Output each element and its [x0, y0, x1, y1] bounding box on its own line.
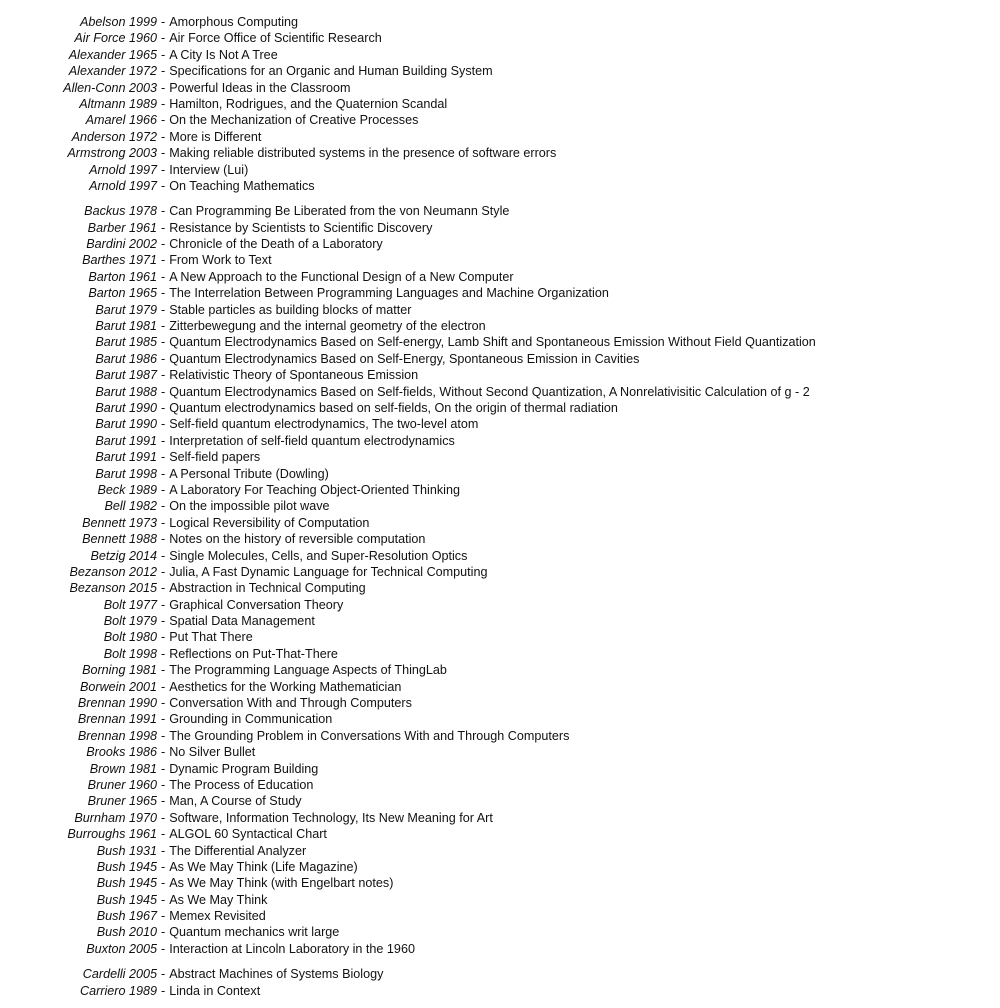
- entry-separator: -: [161, 335, 166, 350]
- entry-author-year: Alexander 1972: [68, 64, 157, 79]
- entry-separator: -: [161, 646, 166, 661]
- entry-title-link[interactable]: Self-field papers: [169, 450, 261, 465]
- entry-author-year: Buxton 2005: [86, 941, 157, 956]
- entry-author-year: Barut 1986: [95, 351, 157, 366]
- entry-title-link[interactable]: On the Mechanization of Creative Processes: [169, 113, 419, 128]
- entry-title-link[interactable]: Abstraction in Technical Computing: [169, 581, 366, 596]
- entry-author-year: Bush 1945: [96, 859, 157, 874]
- entry-title-link[interactable]: Interview (Lui): [169, 162, 249, 177]
- list-item: [0, 162, 1000, 178]
- list-item: [0, 613, 1000, 629]
- entry-separator: -: [161, 532, 166, 547]
- entry-separator: -: [161, 597, 166, 612]
- entry-separator: -: [161, 876, 166, 891]
- entry-title-link[interactable]: As We May Think (with Engelbart notes): [169, 876, 394, 891]
- entry-separator: -: [161, 302, 166, 317]
- entry-separator: -: [161, 728, 166, 743]
- entry-title-link[interactable]: Conversation With and Through Computers: [169, 696, 412, 711]
- entry-title-link[interactable]: As We May Think (Life Magazine): [169, 859, 358, 874]
- entry-title-link[interactable]: Dynamic Program Building: [169, 761, 319, 776]
- entry-title-link[interactable]: Relativistic Theory of Spontaneous Emission: [169, 368, 419, 383]
- list-item: [0, 96, 1000, 112]
- entry-separator: -: [161, 384, 166, 399]
- list-item: [0, 908, 1000, 924]
- entry-author-year: Barton 1961: [88, 269, 157, 284]
- entry-title-link[interactable]: Man, A Course of Study: [169, 794, 302, 809]
- entry-author-year: Betzig 2014: [90, 548, 157, 563]
- entry-title-link[interactable]: Powerful Ideas in the Classroom: [169, 80, 351, 95]
- entry-author-year: Brennan 1990: [77, 696, 157, 711]
- entry-author-year: Bruner 1965: [87, 794, 157, 809]
- entry-author-year: Barut 1979: [95, 302, 157, 317]
- entry-separator: -: [161, 925, 166, 940]
- list-item: [0, 367, 1000, 383]
- entry-separator: -: [161, 745, 166, 760]
- entry-author-year: Allen-Conn 2003: [63, 80, 157, 95]
- entry-separator: -: [161, 204, 166, 219]
- entry-separator: -: [161, 482, 166, 497]
- letter-group: [0, 203, 1000, 957]
- entry-author-year: Barut 1985: [95, 335, 157, 350]
- list-item: [0, 482, 1000, 498]
- letter-group: [0, 14, 1000, 194]
- list-item: [0, 679, 1000, 695]
- entry-title-link[interactable]: Quantum Electrodynamics Based on Self-Energy, Spontaneous Emission in Cavities: [169, 351, 640, 366]
- entry-author-year: Barut 1990: [95, 417, 157, 432]
- entry-title-link[interactable]: Quantum electrodynamics based on self-fields, On the origin of thermal radiation: [169, 400, 618, 415]
- list-item: [0, 351, 1000, 367]
- entry-title-link[interactable]: Aesthetics for the Working Mathematician: [169, 679, 402, 694]
- list-item: [0, 203, 1000, 219]
- entry-title-link[interactable]: ALGOL 60 Syntactical Chart: [169, 827, 327, 842]
- list-item: [0, 983, 1000, 999]
- entry-author-year: Borwein 2001: [79, 679, 157, 694]
- entry-separator: -: [161, 941, 166, 956]
- entry-title-link[interactable]: Interaction at Lincoln Laboratory in the 1960: [169, 941, 415, 956]
- entry-separator: -: [161, 499, 166, 514]
- list-item: [0, 580, 1000, 596]
- list-item: [0, 564, 1000, 580]
- letter-group: [0, 966, 1000, 999]
- entry-separator: -: [161, 696, 166, 711]
- entry-separator: -: [161, 368, 166, 383]
- entry-author-year: Barut 1998: [95, 466, 157, 481]
- list-item: [0, 63, 1000, 79]
- list-item: [0, 178, 1000, 194]
- entry-title-link[interactable]: The Differential Analyzer: [169, 843, 307, 858]
- list-item: [0, 941, 1000, 957]
- entry-title-link[interactable]: Interpretation of self-field quantum electrodynamics: [169, 433, 455, 448]
- list-item: [0, 515, 1000, 531]
- list-item: [0, 30, 1000, 46]
- list-item: [0, 285, 1000, 301]
- entry-title-link[interactable]: On Teaching Mathematics: [169, 178, 315, 193]
- entry-author-year: Bolt 1977: [103, 597, 157, 612]
- entry-title-link[interactable]: Grounding in Communication: [169, 712, 333, 727]
- list-item: [0, 449, 1000, 465]
- entry-title-link[interactable]: Memex Revisited: [169, 909, 266, 924]
- entry-separator: -: [161, 777, 166, 792]
- entry-title-link[interactable]: The Grounding Problem in Conversations With and Through Computers: [169, 728, 570, 743]
- entry-separator: -: [161, 162, 166, 177]
- entry-title-link[interactable]: No Silver Bullet: [169, 745, 256, 760]
- list-item: [0, 728, 1000, 744]
- entry-separator: -: [161, 96, 166, 111]
- entry-separator: -: [161, 983, 166, 998]
- entry-title-link[interactable]: Resistance by Scientists to Scientific Discovery: [169, 220, 433, 235]
- entry-title-link[interactable]: Single Molecules, Cells, and Super-Resolution Optics: [169, 548, 468, 563]
- entry-author-year: Borning 1981: [82, 663, 157, 678]
- entry-author-year: Barut 1988: [95, 384, 157, 399]
- entry-author-year: Barut 1990: [95, 400, 157, 415]
- entry-separator: -: [161, 319, 166, 334]
- entry-title-link[interactable]: A Personal Tribute (Dowling): [169, 466, 329, 481]
- entry-separator: -: [161, 679, 166, 694]
- entry-title-link[interactable]: Graphical Conversation Theory: [169, 597, 344, 612]
- list-item: [0, 777, 1000, 793]
- entry-title-link[interactable]: Can Programming Be Liberated from the von Neumann Style: [169, 204, 510, 219]
- entry-author-year: Cardelli 2005: [82, 967, 157, 982]
- list-item: [0, 112, 1000, 128]
- list-item: [0, 236, 1000, 252]
- list-item: [0, 761, 1000, 777]
- entry-separator: -: [161, 146, 166, 161]
- entry-separator: -: [161, 712, 166, 727]
- entry-title-link[interactable]: A Laboratory For Teaching Object-Oriented Thinking: [169, 482, 460, 497]
- entry-author-year: Air Force 1960: [74, 31, 157, 46]
- entry-separator: -: [161, 80, 166, 95]
- entry-title-link[interactable]: Put That There: [169, 630, 253, 645]
- entry-title-link[interactable]: Chronicle of the Death of a Laboratory: [169, 237, 383, 252]
- entry-author-year: Arnold 1997: [89, 162, 157, 177]
- entry-separator: -: [161, 909, 166, 924]
- entry-author-year: Brennan 1991: [77, 712, 157, 727]
- list-item: [0, 318, 1000, 334]
- entry-separator: -: [161, 515, 166, 530]
- list-item: [0, 793, 1000, 809]
- entry-title-link[interactable]: Self-field quantum electrodynamics, The two-level atom: [169, 417, 479, 432]
- list-item: [0, 129, 1000, 145]
- list-item: [0, 810, 1000, 826]
- list-item: [0, 859, 1000, 875]
- entry-title-link[interactable]: Abstract Machines of Systems Biology: [169, 967, 384, 982]
- list-item: [0, 826, 1000, 842]
- list-item: [0, 14, 1000, 30]
- entry-separator: -: [161, 64, 166, 79]
- entry-separator: -: [161, 351, 166, 366]
- list-item: [0, 548, 1000, 564]
- entry-title-link[interactable]: More is Different: [169, 129, 262, 144]
- entry-title-link[interactable]: Zitterbewegung and the internal geometry of the electron: [169, 319, 486, 334]
- list-item: [0, 498, 1000, 514]
- entry-title-link[interactable]: Reflections on Put-That-There: [169, 646, 338, 661]
- entry-author-year: Barut 1981: [95, 319, 157, 334]
- entry-author-year: Amarel 1966: [85, 113, 157, 128]
- entry-separator: -: [161, 466, 166, 481]
- entry-separator: -: [161, 417, 166, 432]
- entry-title-link[interactable]: The Interrelation Between Programming Languages and Machine Organization: [169, 286, 609, 301]
- entry-separator: -: [161, 253, 166, 268]
- list-item: [0, 924, 1000, 940]
- entry-author-year: Burnham 1970: [74, 810, 157, 825]
- entry-author-year: Brennan 1998: [77, 728, 157, 743]
- entry-author-year: Arnold 1997: [89, 178, 157, 193]
- entry-title-link[interactable]: Software, Information Technology, Its New Meaning for Art: [169, 810, 493, 825]
- entry-author-year: Barut 1991: [95, 450, 157, 465]
- entry-author-year: Barber 1961: [87, 220, 157, 235]
- entry-separator: -: [161, 794, 166, 809]
- list-item: [0, 145, 1000, 161]
- list-item: [0, 629, 1000, 645]
- entry-author-year: Alexander 1965: [68, 47, 157, 62]
- entry-title-link[interactable]: A City Is Not A Tree: [169, 47, 278, 62]
- entry-title-link[interactable]: A New Approach to the Functional Design of a New Computer: [169, 269, 514, 284]
- entry-author-year: Barthes 1971: [82, 253, 157, 268]
- entry-title-link[interactable]: Quantum mechanics writ large: [169, 925, 340, 940]
- list-item: [0, 662, 1000, 678]
- list-item: [0, 466, 1000, 482]
- entry-separator: -: [161, 15, 166, 29]
- entry-author-year: Bush 1931: [96, 843, 157, 858]
- entry-separator: -: [161, 859, 166, 874]
- list-item: [0, 220, 1000, 236]
- list-item: [0, 597, 1000, 613]
- entry-title-link[interactable]: From Work to Text: [169, 253, 272, 268]
- entry-title-link[interactable]: Julia, A Fast Dynamic Language for Technical Computing: [169, 564, 488, 579]
- entry-title-link[interactable]: Quantum Electrodynamics Based on Self-energy, Lamb Shift and Spontaneous Emission Without Field Quantization: [169, 335, 816, 350]
- entry-title-link[interactable]: Quantum Electrodynamics Based on Self-fields, Without Second Quantization, A Nonrelativisitic Calculation of g - 2: [169, 384, 810, 399]
- entry-title-link[interactable]: Logical Reversibility of Computation: [169, 515, 370, 530]
- list-item: [0, 531, 1000, 547]
- entry-separator: -: [161, 630, 166, 645]
- entry-separator: -: [161, 450, 166, 465]
- entry-author-year: Bell 1982: [104, 499, 157, 514]
- entry-separator: -: [161, 178, 166, 193]
- list-item: [0, 416, 1000, 432]
- entry-author-year: Bennett 1988: [82, 532, 157, 547]
- entry-separator: -: [161, 433, 166, 448]
- entry-author-year: Bennett 1973: [82, 515, 157, 530]
- entry-author-year: Armstrong 2003: [67, 146, 157, 161]
- entry-author-year: Bruner 1960: [87, 777, 157, 792]
- list-item: [0, 433, 1000, 449]
- entry-author-year: Bolt 1998: [103, 646, 157, 661]
- entry-separator: -: [161, 967, 166, 982]
- entry-separator: -: [161, 269, 166, 284]
- entry-author-year: Barut 1991: [95, 433, 157, 448]
- list-item: [0, 80, 1000, 96]
- entry-separator: -: [161, 581, 166, 596]
- entry-separator: -: [161, 220, 166, 235]
- entry-author-year: Burroughs 1961: [67, 827, 157, 842]
- entry-author-year: Anderson 1972: [71, 129, 157, 144]
- entry-separator: -: [161, 31, 166, 46]
- entry-separator: -: [161, 810, 166, 825]
- entry-author-year: Bush 1967: [96, 909, 157, 924]
- entry-author-year: Beck 1989: [97, 482, 157, 497]
- entry-separator: -: [161, 761, 166, 776]
- entry-title-link[interactable]: Air Force Office of Scientific Research: [169, 31, 382, 46]
- entry-separator: -: [161, 663, 166, 678]
- entry-author-year: Bush 1945: [96, 892, 157, 907]
- entry-separator: -: [161, 564, 166, 579]
- entry-title-link[interactable]: Linda in Context: [169, 983, 261, 998]
- list-item: [0, 695, 1000, 711]
- list-item: [0, 646, 1000, 662]
- list-item: [0, 711, 1000, 727]
- entry-title-link[interactable]: Notes on the history of reversible computation: [169, 532, 426, 547]
- entry-author-year: Altmann 1989: [79, 96, 157, 111]
- entry-separator: -: [161, 47, 166, 62]
- entry-author-year: Bolt 1980: [103, 630, 157, 645]
- entry-author-year: Barut 1987: [95, 368, 157, 383]
- entry-author-year: Abelson 1999: [79, 15, 157, 29]
- entry-author-year: Backus 1978: [84, 204, 157, 219]
- reference-list: [0, 14, 1000, 1008]
- entry-separator: -: [161, 843, 166, 858]
- list-item: [0, 892, 1000, 908]
- entry-author-year: Brown 1981: [89, 761, 157, 776]
- entry-author-year: Bolt 1979: [103, 614, 157, 629]
- entry-separator: -: [161, 400, 166, 415]
- entry-separator: -: [161, 129, 166, 144]
- entry-author-year: Bezanson 2015: [69, 581, 157, 596]
- list-item: [0, 252, 1000, 268]
- entry-title-link[interactable]: On the impossible pilot wave: [169, 499, 330, 514]
- entry-title-link[interactable]: The Process of Education: [169, 777, 314, 792]
- list-item: [0, 384, 1000, 400]
- entry-title-link[interactable]: As We May Think: [169, 892, 268, 907]
- entry-author-year: Bush 2010: [96, 925, 157, 940]
- entry-separator: -: [161, 548, 166, 563]
- entry-author-year: Bardini 2002: [86, 237, 157, 252]
- list-item: [0, 302, 1000, 318]
- list-item: [0, 843, 1000, 859]
- list-item: [0, 966, 1000, 982]
- list-item: [0, 269, 1000, 285]
- entry-author-year: Bush 1945: [96, 876, 157, 891]
- entry-separator: -: [161, 827, 166, 842]
- list-item: [0, 47, 1000, 63]
- list-item: [0, 875, 1000, 891]
- entry-author-year: Carriero 1989: [79, 983, 157, 998]
- entry-separator: -: [161, 286, 166, 301]
- entry-separator: -: [161, 113, 166, 128]
- entry-author-year: Bezanson 2012: [69, 564, 157, 579]
- entry-title-link[interactable]: Amorphous Computing: [169, 15, 299, 29]
- entry-title-link[interactable]: The Programming Language Aspects of ThingLab: [169, 663, 447, 678]
- entry-separator: -: [161, 614, 166, 629]
- entry-separator: -: [161, 237, 166, 252]
- entry-title-link[interactable]: Spatial Data Management: [169, 614, 315, 629]
- list-item: [0, 334, 1000, 350]
- list-item: [0, 744, 1000, 760]
- entry-separator: -: [161, 892, 166, 907]
- list-item: [0, 400, 1000, 416]
- entry-author-year: Barton 1965: [88, 286, 157, 301]
- entry-author-year: Brooks 1986: [86, 745, 157, 760]
- entry-title-link[interactable]: Specifications for an Organic and Human Building System: [169, 64, 493, 79]
- entry-title-link[interactable]: Making reliable distributed systems in the presence of software errors: [169, 146, 557, 161]
- entry-title-link[interactable]: Hamilton, Rodrigues, and the Quaternion Scandal: [169, 96, 448, 111]
- entry-title-link[interactable]: Stable particles as building blocks of matter: [169, 302, 412, 317]
